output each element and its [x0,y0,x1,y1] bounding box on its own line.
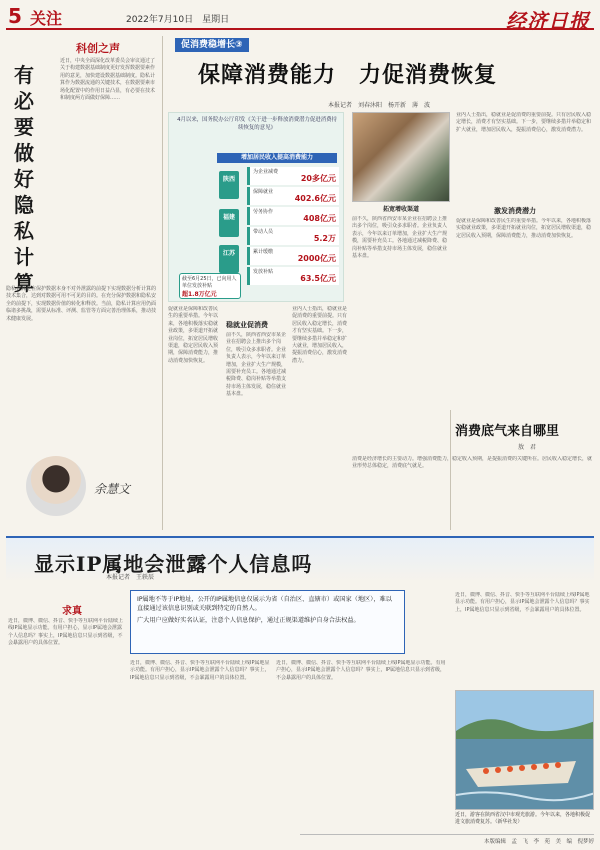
bottom-article-column: 近日，微博、微信、抖音、快手等互联网平台陆续上线IP属地显示功能。有用户担心，显示IP属地会泄露个人信息吗？事实上，IP属地信息只显示到省级，不会暴露用户的具体位置。 [276,660,446,681]
infographic-callout [179,273,241,299]
region-label: 陕西 [219,171,239,199]
article-column: 前不久，陕西省西安市某企业在招聘会上推出多个岗位，吸引众多求职者。企业负责人表示，今年以来订单增加，企业扩大生产规模，需要补充员工。各地通过减税降费、稳岗补贴等举措支持市场主体发展，稳住就业基本盘。 [352,216,448,260]
section-title: 关注 [30,9,63,28]
commentary-body-lower: 隐私计算是在保护数据本身不对外泄露的前提下实现数据分析计算的技术集合，达到对数据可用不可见的目的。在充分保护数据和隐私安全的前提下，实现数据价值的转化和释放。当前，隐私计算应用仍面临诸多挑战，需要从标准、评测、监管等方面完善治理体系，推动技术健康发展。 [6,286,157,322]
stat-label: 保障就业 [253,189,274,195]
callout-value: 超1.8万亿元 [182,291,217,298]
stat-card [247,227,339,245]
stat-label: 带动人员 [253,229,274,235]
stat-label: 为企业减费 [253,169,279,175]
boat-photo-illustration [456,691,594,810]
commentary-body: 近日，中央全面深化改革委员会审议通过了关于构建数据基础制度更好发挥数据要素作用的意见，加快建设数据基础制度。隐私计算作为数据流通的关键技术，在数据要素市场化配置中的作用日益凸显，有必要在技术和制度两方面做好保障…… [60,58,156,102]
main-headline: 保障消费能力 力促消费恢复 [198,62,498,88]
highlight-box [130,590,405,654]
stat-card [247,207,339,225]
article-column: 业内人士指出，稳就业是促消费的重要前提。只有居民收入稳定增长，消费才有坚实基础。下一步，要继续多措并举稳定和扩大就业，增加居民收入，提振消费信心，激发消费潜力。 [292,306,348,364]
bottom-byline: 本报记者 王轶辰 [106,574,155,581]
news-photo [352,112,450,202]
page-footer: 本版编辑 孟 飞 李 苑 美 编 倪梦婷 [300,834,594,845]
main-byline: 本报记者 刘春沐阳 杨开新 薄 波 [328,102,431,109]
page-number: 5 [8,4,22,28]
column-divider [162,36,163,530]
article-column: 促就业是保障和改善民生的重要举措。今年以来，各地积极落实稳就业政策，多渠道开拓就业岗位，拓宽居民增收渠道，稳定居民收入预期，保障消费能力，推动消费加快恢复。 [168,306,219,364]
highlight-point: IP属地不等于IP地址，公开的IP属地信息仅展示为省（自治区、直辖市）或国家（地区），难以直接通过该信息识别或关联到特定的自然人。 [137,596,392,612]
stat-label: 累计缓缴 [253,249,274,255]
issue-date: 2022年7月10日 星期日 [126,15,230,25]
article-column: 业内人士指出，稳就业是促消费的重要前提。只有居民收入稳定增长，消费才有坚实基础。下一步，要继续多措并举稳定和扩大就业，增加居民收入，提振消费信心，激发消费潜力。 [456,112,592,133]
stat-value: 2000亿元 [297,254,336,263]
newspaper-logo: 经济日报 [506,9,590,33]
subhead: 稳就业促消费 [226,321,268,329]
bottom-article-column: 近日，微博、微信、抖音、快手等互联网平台陆续上线IP属地显示功能。有用户担心，显示IP属地会泄露个人信息吗？事实上，IP属地信息只显示到省级，不会暴露用户的具体位置。 [455,592,590,613]
request-tag: 求真 [62,606,82,617]
stat-card [247,167,339,185]
masthead [6,4,594,33]
stat-card [247,267,339,285]
column-title: 科创之声 [76,42,120,55]
bottom-headline: 显示IP属地会泄露个人信息吗 [34,552,313,576]
stat-card [247,187,339,205]
stat-value: 5.2万 [313,234,336,243]
article-column: 前不久，陕西省西安市某企业在招聘会上推出多个岗位，吸引众多求职者。企业负责人表示，今年以来订单增加，企业扩大生产规模，需要补充员工。各地通过减税降费、稳岗补贴等举措支持市场主体发展，稳住就业基本盘。 [226,332,286,398]
stat-label: 劳务协作 [253,209,274,215]
stat-value: 408亿元 [303,214,336,223]
side-author: 敖 君 [518,444,537,451]
commentary-headline: 有必要做好隐私计算 [14,63,34,295]
callout-text: 截至6月25日，已向用人单位发放补贴 [182,276,237,289]
bottom-article-column: 近日，微博、微信、抖音、快手等互联网平台陆续上线IP属地显示功能。有用户担心，显示IP属地会泄露个人信息吗？事实上，IP属地信息只显示到省级，不会暴露用户的具体位置。 [130,660,270,681]
article-column: 促就业是保障和改善民生的重要举措。今年以来，各地积极落实稳就业政策，多渠道开拓就业岗位，拓宽居民增收渠道，稳定居民收入预期，保障消费能力，推动消费加快恢复。 [456,218,592,239]
side-headline: 消费底气来自哪里 [455,424,560,439]
region-label: 江苏 [219,245,239,273]
stat-value: 20多亿元 [300,174,336,183]
stat-value: 63.5亿元 [300,274,336,283]
commentary-column [6,36,156,556]
side-article-body: 消费是经济增长的主要动力。增强消费能力，稳定收入预期，是提振消费的关键所在。居民收入稳定增长，就业形势总体稳定，消费底气就足。 [352,456,593,470]
stat-card [247,247,339,265]
boat-photo [455,690,594,810]
stat-label: 发放补贴 [253,269,274,275]
photo-caption: 近日，游客在陕西省汉中市观光旅游。今年以来，各地积极促进文旅消费复苏。（新华社发） [455,812,591,825]
region-label: 福建 [219,209,239,237]
stat-value: 402.6亿元 [294,194,336,203]
bottom-article-column: 近日，微博、微信、抖音、快手等互联网平台陆续上线IP属地显示功能。有用户担心，显示IP属地会泄露个人信息吗？事实上，IP属地信息只显示到省级，不会暴露用户的具体位置。 [8,618,124,647]
infographic-note: 4月以来，国务院办公厅印发《关于进一步释放消费潜力促进消费持续恢复的意见》 [177,117,337,131]
photo-caption: 拓宽增收渠道 [382,206,419,213]
bottom-banner [6,536,594,582]
author-photo [26,456,86,516]
infographic [168,112,344,302]
infographic-banner: 增加居民收入提高消费能力 [217,153,337,163]
series-tag: 促消费稳增长③ [175,38,249,52]
author-signature: 余慧文 [94,482,131,496]
subhead: 激发消费潜力 [494,207,536,215]
highlight-point: 广大用户应做好实名认证，注意个人信息保护，通过正规渠道维护自身合法权益。 [137,617,360,624]
